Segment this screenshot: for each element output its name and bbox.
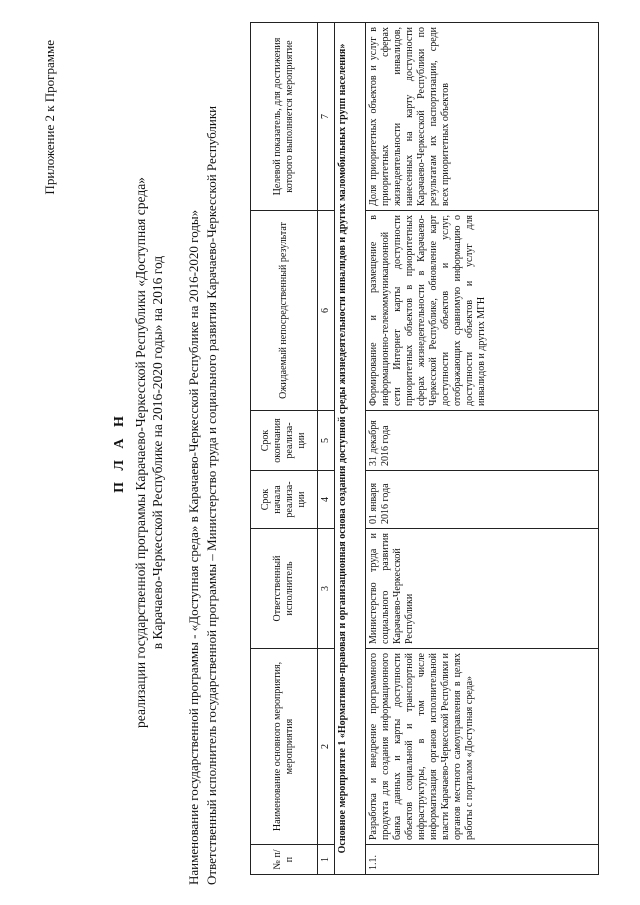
column-number-row (318, 23, 335, 875)
subtitle-line-2: в Карачаево-Черкесской Республике на 2016-2020 годы» на 2016 год (150, 255, 165, 650)
column-number: 7 (318, 23, 335, 211)
column-number: 3 (318, 529, 335, 649)
plan-title: П Л А Н (112, 412, 127, 493)
column-number: 4 (318, 471, 335, 529)
table-row (366, 23, 599, 875)
subtitle-line-1: реализации государственной программы Карачаево-Черкесской Республики «Доступная среда» (133, 177, 148, 728)
header-cell: № п/п (251, 845, 318, 875)
end-date: 31 декабря 2016 года (366, 411, 599, 471)
column-number: 1 (318, 845, 335, 875)
start-date: 01 января 2016 года (366, 471, 599, 529)
responsible-executor: Ответственный исполнитель государственной программы – Министерство труда и социального развития Карачаево-Черкесской Республики (204, 105, 219, 885)
section-row (335, 23, 366, 875)
column-number: 5 (318, 411, 335, 471)
expected-result: Формирование и размещение в информационно-телекоммуникационной сети Интернет карты доступности приоритетных объектов в приоритетных сферах жизнедеятельности в Карачаево-Черкесской Республике, обновление карт доступности объектов и услуг, отображающих сравнимую информацию о доступности объектов и услуг для инвалидов и других МГН (366, 211, 599, 411)
column-number: 2 (318, 649, 335, 845)
header-cell: Срок начала реализа-ции (251, 471, 318, 529)
header-cell: Ответственный исполнитель (251, 529, 318, 649)
target-indicator: Доля приоритетных объектов и услуг в приоритетных сферах жизнедеятельности инвалидов, нанесенных на карту доступности Карачаево-Черкесской Республики по результатам их паспортизации, среди всех приоритетных объектов (366, 23, 599, 211)
header-cell: Целевой показатель, для достижения которого выполняется мероприятие (251, 23, 318, 211)
plan-table (250, 22, 599, 875)
header-cell: Срок окончания реализа-ции (251, 411, 318, 471)
row-executor: Министерство труда и социального развития Карачаево-Черкесской Республики (366, 529, 599, 649)
column-number: 6 (318, 211, 335, 411)
program-name: Наименование государственной программы - «Доступная среда» в Карачаево-Черкесской Республике на 2016-2020 годы» (186, 209, 201, 885)
header-row (251, 23, 318, 875)
header-cell: Ожидаемый непосредственный результат (251, 211, 318, 411)
section-title: Основное мероприятие 1 «Нормативно-правовая и организационная основа создания доступной среды жизнедеятельности инвалидов и других маломобильных групп населения» (335, 23, 366, 875)
appendix-label: Приложение 2 к Программе (42, 40, 57, 195)
header-cell: Наименование основного мероприятия, мероприятия (251, 649, 318, 845)
row-number: 1.1. (366, 845, 599, 875)
activity-name: Разработка и внедрение программного продукта для создания информационного банка данных и карты доступности объектов социальной и транспортной инфраструктуры, в том числе информатизация органов исполнительной власти Карачаево-Черкесской Республики и органов местного самоуправления в целях работы с порталом «Доступная среда» (366, 649, 599, 845)
